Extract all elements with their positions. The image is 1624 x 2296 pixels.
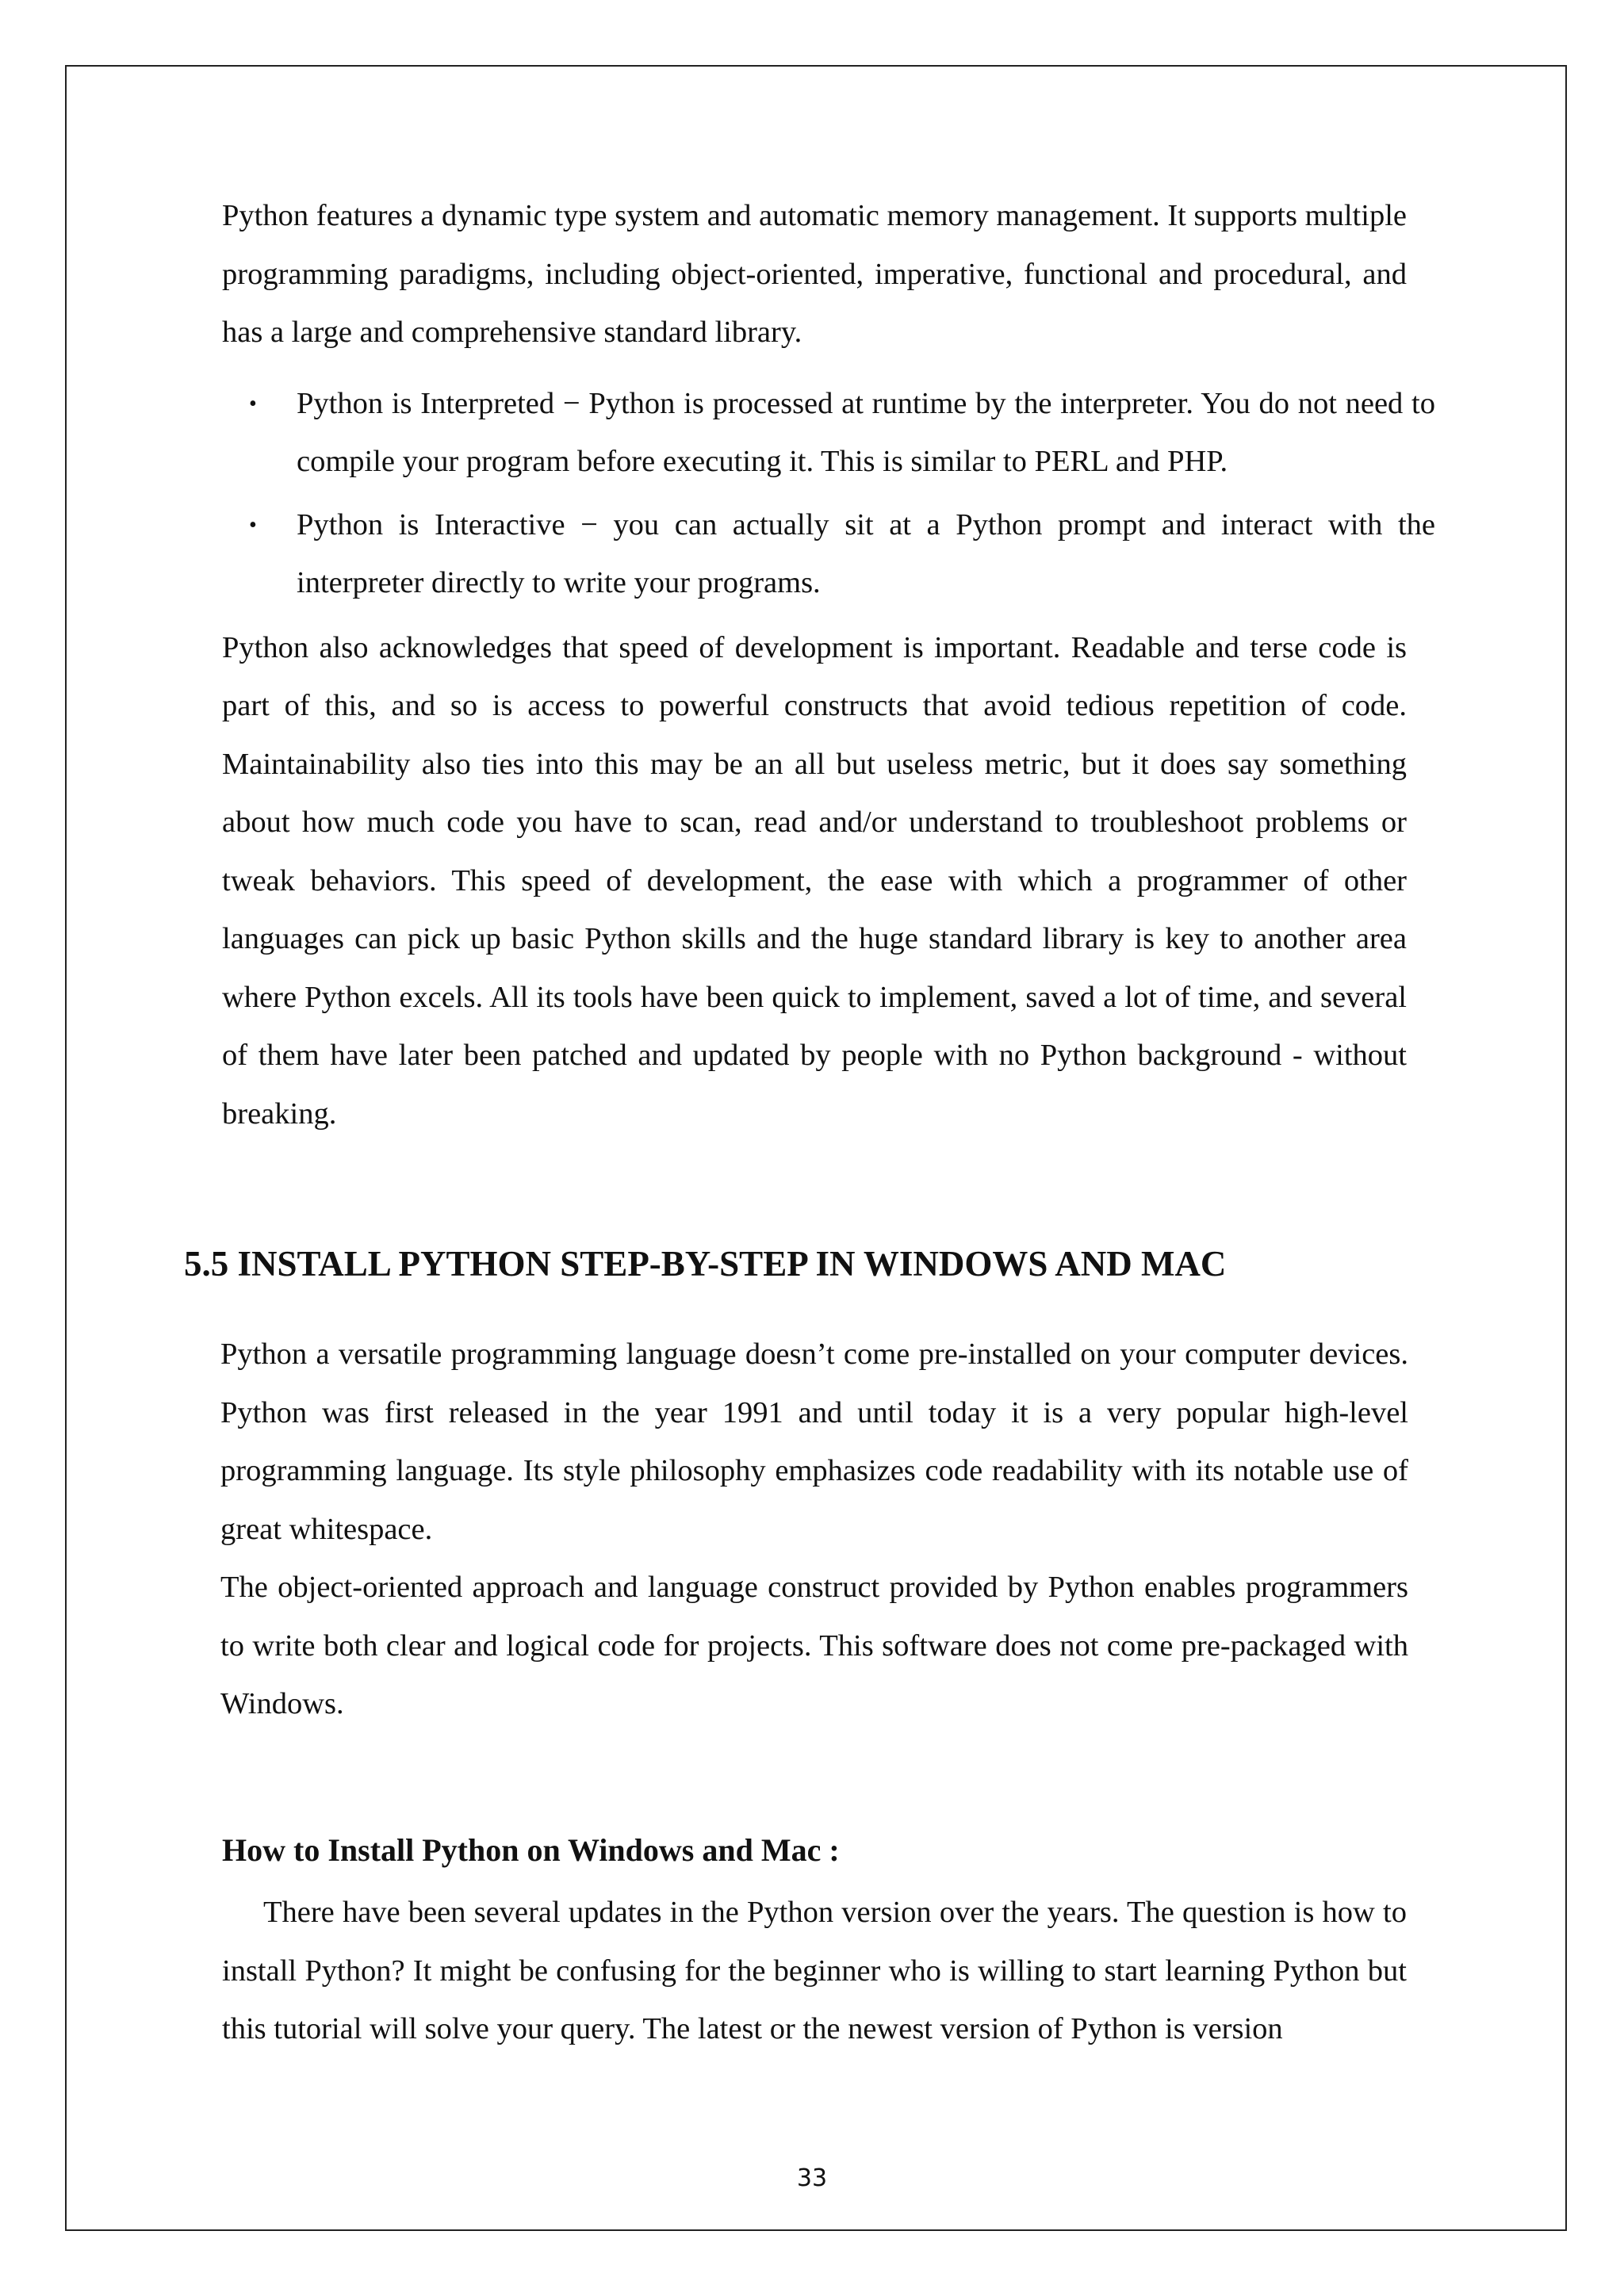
paragraph-speed-of-development: Python also acknowledges that speed of development is important. Readable and terse code is part of this, and so is access to powerful constructs that avoid tedious repetition of code. Maintainability also ties into this may be an all but useless metric, but it does say something about how much code you have to scan, read and/or understand to troubleshoot problems or tweak behaviors. This speed of development, the ease with which a programmer of other languages can pick up basic Python skills and the huge standard library is key to another area where Python excels. All its tools have been quick to implement, saved a lot of time, and several of them have later been patched and updated by people with no Python background - without breaking.: [222, 630, 1407, 1131]
feature-bullet-list: [222, 375, 1435, 613]
section-heading: 5.5 INSTALL PYTHON STEP-BY-STEP IN WINDOWS AND MAC: [184, 1244, 1227, 1284]
content-block-how-to: [222, 1884, 1407, 2059]
bullet-text: Python is Interactive − you can actually sit at a Python prompt and interact with the interpreter directly to write your programs.: [297, 507, 1435, 599]
bullet-text: Python is Interpreted − Python is processed at runtime by the interpreter. You do not need to compile your program before executing it. This is similar to PERL and PHP.: [297, 386, 1435, 478]
bullet-item-interactive: [222, 496, 1435, 613]
page-number: 33: [796, 2164, 828, 2192]
paragraph-intro: Python features a dynamic type system and automatic memory management. It supports multiple programming paradigms, including object-oriented, imperative, functional and procedural, and has a large and comprehensive standard library.: [222, 199, 1407, 349]
paragraph-versatile: Python a versatile programming language doesn’t come pre-installed on your computer devices. Python was first released in the year 1991 and until today it is a very popular high-level programming language. Its style philosophy emphasizes code readability with its notable use of great whitespace.: [220, 1337, 1408, 1546]
content-block-top: [222, 187, 1435, 1143]
sub-heading: How to Install Python on Windows and Mac :: [222, 1832, 840, 1868]
bullet-item-interpreted: [222, 375, 1435, 492]
paragraph-object-oriented: The object-oriented approach and language construct provided by Python enables programmers to write both clear and logical code for projects. This software does not come pre-packaged with Windows.: [220, 1571, 1408, 1720]
bullet-icon: •: [249, 512, 257, 538]
content-block-install: [220, 1326, 1408, 1734]
bullet-icon: •: [249, 391, 257, 416]
paragraph-updates: There have been several updates in the Python version over the years. The question is how to install Python? It might be confusing for the beginner who is willing to start learning Python but this tutorial will solve your query. The latest or the newest version of Python is version: [222, 1896, 1407, 2045]
